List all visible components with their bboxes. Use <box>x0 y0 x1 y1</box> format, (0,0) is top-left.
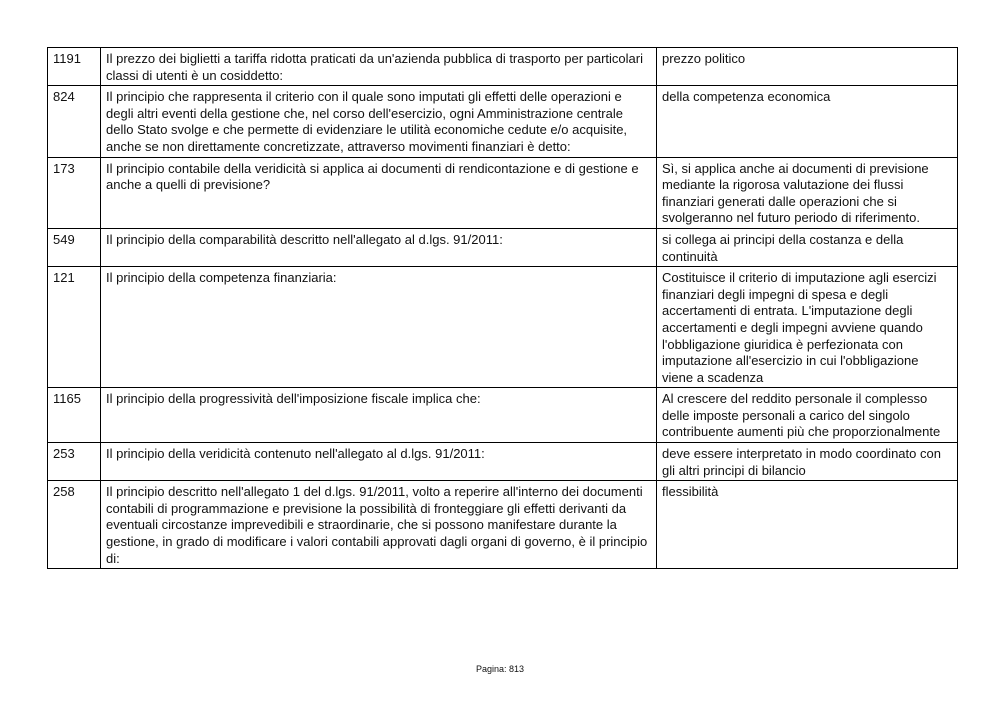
quiz-table <box>47 47 958 569</box>
question-id: 253 <box>48 443 101 481</box>
question-text: Il principio contabile della veridicità si applica ai documenti di rendicontazione e di gestione e anche a quelli di previsione? <box>101 157 657 228</box>
table-row <box>48 48 958 86</box>
table-row <box>48 388 958 443</box>
answer-text: Costituisce il criterio di imputazione agli esercizi finanziari degli impegni di spesa e degli accertamenti di entrata. L'imputazione degli accertamenti e degli impegni avviene quando l'obbligazione giuridica è perfezionata con imputazione all'esercizio in cui l'obbligazione viene a scadenza <box>657 267 958 388</box>
question-text: Il principio descritto nell'allegato 1 del d.lgs. 91/2011, volto a reperire all'interno dei documenti contabili di programmazione e previsione la possibilità di fronteggiare gli effetti derivanti da eventuali circostanze imprevedibili e straordinarie, che si possono manifestare durante la gestione, in grado di modificare i valori contabili approvati dagli organi di governo, è il principio di: <box>101 481 657 569</box>
answer-text: flessibilità <box>657 481 958 569</box>
table-row <box>48 86 958 157</box>
question-text: Il principio della competenza finanziaria: <box>101 267 657 388</box>
answer-text: Al crescere del reddito personale il complesso delle imposte personali a carico del singolo contribuente aumenti più che proporzionalmente <box>657 388 958 443</box>
table-row <box>48 443 958 481</box>
question-id: 121 <box>48 267 101 388</box>
table-row <box>48 157 958 228</box>
question-text: Il principio che rappresenta il criterio con il quale sono imputati gli effetti delle operazioni e degli altri eventi della gestione che, nel corso dell'esercizio, ogni Amministrazione centrale dello Stato svolge e che permette di evidenziare le utilità economiche cedute e/o acquisite, anche se non direttamente concretizzate, attraverso movimenti finanziari è detto: <box>101 86 657 157</box>
table-row <box>48 481 958 569</box>
question-id: 1191 <box>48 48 101 86</box>
answer-text: si collega ai principi della costanza e della continuità <box>657 228 958 266</box>
question-id: 173 <box>48 157 101 228</box>
question-id: 1165 <box>48 388 101 443</box>
question-id: 549 <box>48 228 101 266</box>
answer-text: della competenza economica <box>657 86 958 157</box>
question-text: Il principio della progressività dell'imposizione fiscale implica che: <box>101 388 657 443</box>
table-row <box>48 228 958 266</box>
page-number: Pagina: 813 <box>475 664 525 674</box>
question-text: Il prezzo dei biglietti a tariffa ridotta praticati da un'azienda pubblica di trasporto per particolari classi di utenti è un cosiddetto: <box>101 48 657 86</box>
table-row <box>48 267 958 388</box>
answer-text: prezzo politico <box>657 48 958 86</box>
question-text: Il principio della comparabilità descritto nell'allegato al d.lgs. 91/2011: <box>101 228 657 266</box>
question-text: Il principio della veridicità contenuto nell'allegato al d.lgs. 91/2011: <box>101 443 657 481</box>
answer-text: deve essere interpretato in modo coordinato con gli altri principi di bilancio <box>657 443 958 481</box>
question-id: 258 <box>48 481 101 569</box>
answer-text: Sì, si applica anche ai documenti di previsione mediante la rigorosa valutazione dei flussi finanziari generati dalle operazioni che si svolgeranno nel futuro periodo di riferimento. <box>657 157 958 228</box>
question-id: 824 <box>48 86 101 157</box>
